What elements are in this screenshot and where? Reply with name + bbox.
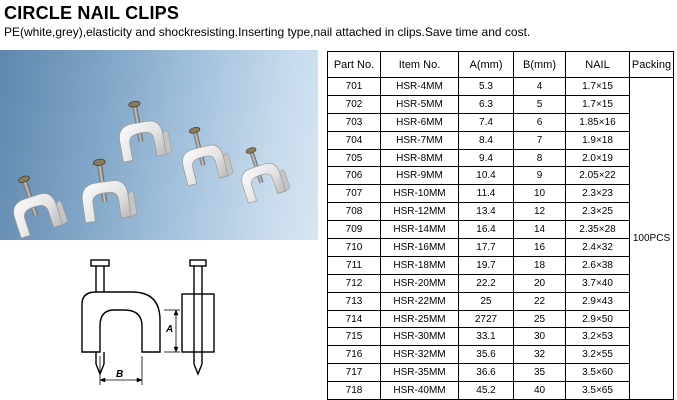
table-row (328, 167, 674, 185)
cell-a-mm: 19.7 (459, 256, 514, 274)
cell-b-mm: 14 (514, 221, 566, 239)
cell-item-no: HSR-8MM (381, 149, 459, 167)
cell-item-no: HSR-6MM (381, 113, 459, 131)
cell-part-no: 704 (328, 131, 381, 149)
cell-part-no: 713 (328, 292, 381, 310)
column-header-item-no: Item No. (381, 52, 459, 78)
specification-table (327, 51, 674, 400)
cell-nail: 1.9×18 (566, 131, 630, 149)
cell-nail: 2.4×32 (566, 239, 630, 257)
table-row (328, 203, 674, 221)
cell-b-mm: 7 (514, 131, 566, 149)
column-header-part-no: Part No. (328, 52, 381, 78)
table-row (328, 256, 674, 274)
cell-b-mm: 9 (514, 167, 566, 185)
cell-item-no: HSR-25MM (381, 310, 459, 328)
cell-b-mm: 20 (514, 274, 566, 292)
cell-item-no: HSR-5MM (381, 95, 459, 113)
cell-b-mm: 22 (514, 292, 566, 310)
table-row (328, 274, 674, 292)
cell-a-mm: 35.6 (459, 346, 514, 364)
cell-nail: 3.5×60 (566, 364, 630, 382)
cell-a-mm: 5.3 (459, 78, 514, 96)
cell-item-no: HSR-10MM (381, 185, 459, 203)
cell-nail: 3.2×53 (566, 328, 630, 346)
cell-a-mm: 7.4 (459, 113, 514, 131)
cell-b-mm: 16 (514, 239, 566, 257)
cell-part-no: 701 (328, 78, 381, 96)
table-row (328, 328, 674, 346)
table-row (328, 382, 674, 400)
cell-b-mm: 30 (514, 328, 566, 346)
cell-b-mm: 18 (514, 256, 566, 274)
cell-part-no: 711 (328, 256, 381, 274)
table-row (328, 95, 674, 113)
cell-a-mm: 13.4 (459, 203, 514, 221)
cell-nail: 2.6×38 (566, 256, 630, 274)
cell-part-no: 706 (328, 167, 381, 185)
cell-item-no: HSR-4MM (381, 78, 459, 96)
cell-part-no: 703 (328, 113, 381, 131)
cell-nail: 3.7×40 (566, 274, 630, 292)
cell-nail: 1.85×16 (566, 113, 630, 131)
cell-part-no: 707 (328, 185, 381, 203)
table-row (328, 346, 674, 364)
clip-image-1 (3, 168, 68, 238)
column-header-packing: Packing (630, 52, 674, 78)
cell-a-mm: 8.4 (459, 131, 514, 149)
cell-nail: 2.0×19 (566, 149, 630, 167)
cell-nail: 2.9×50 (566, 310, 630, 328)
cell-nail: 1.7×15 (566, 95, 630, 113)
cell-part-no: 716 (328, 346, 381, 364)
cell-b-mm: 6 (514, 113, 566, 131)
column-header-nail: NAIL (566, 52, 630, 78)
table-row (328, 113, 674, 131)
cell-item-no: HSR-22MM (381, 292, 459, 310)
table-row (328, 364, 674, 382)
table-row (328, 239, 674, 257)
cell-item-no: HSR-12MM (381, 203, 459, 221)
cell-part-no: 714 (328, 310, 381, 328)
cell-part-no: 702 (328, 95, 381, 113)
cell-part-no: 717 (328, 364, 381, 382)
cell-part-no: 715 (328, 328, 381, 346)
cell-b-mm: 10 (514, 185, 566, 203)
page-title: CIRCLE NAIL CLIPS (4, 3, 180, 23)
cell-b-mm: 35 (514, 364, 566, 382)
cell-b-mm: 8 (514, 149, 566, 167)
cell-item-no: HSR-35MM (381, 364, 459, 382)
cell-item-no: HSR-32MM (381, 346, 459, 364)
cell-a-mm: 25 (459, 292, 514, 310)
cell-a-mm: 10.4 (459, 167, 514, 185)
cell-nail: 2.3×25 (566, 203, 630, 221)
cell-a-mm: 2727 (459, 310, 514, 328)
cell-nail: 2.9×43 (566, 292, 630, 310)
cell-b-mm: 4 (514, 78, 566, 96)
cell-a-mm: 9.4 (459, 149, 514, 167)
cell-nail: 2.05×22 (566, 167, 630, 185)
product-description: PE(white,grey),elasticity and shockresisting.Inserting type,nail attached in clips.Save time and cost. (4, 25, 531, 39)
cell-nail: 3.2×55 (566, 346, 630, 364)
cell-item-no: HSR-30MM (381, 328, 459, 346)
table-row (328, 78, 674, 96)
cell-part-no: 710 (328, 239, 381, 257)
cell-b-mm: 40 (514, 382, 566, 400)
table-row (328, 221, 674, 239)
product-photo (0, 50, 318, 240)
cell-b-mm: 32 (514, 346, 566, 364)
table-header-row (328, 52, 674, 78)
technical-drawing (70, 252, 290, 397)
cell-a-mm: 22.2 (459, 274, 514, 292)
dimension-a-label: A (166, 324, 174, 335)
cell-nail: 3.5×65 (566, 382, 630, 400)
clip-image-3 (113, 96, 172, 162)
cell-part-no: 709 (328, 221, 381, 239)
cell-item-no: HSR-16MM (381, 239, 459, 257)
cell-b-mm: 12 (514, 203, 566, 221)
cell-a-mm: 36.6 (459, 364, 514, 382)
clip-image-4 (175, 121, 234, 186)
table-row (328, 149, 674, 167)
cell-a-mm: 16.4 (459, 221, 514, 239)
dimension-b-label: B (116, 369, 124, 380)
cell-nail: 2.35×28 (566, 221, 630, 239)
cell-part-no: 718 (328, 382, 381, 400)
cell-item-no: HSR-20MM (381, 274, 459, 292)
column-header-b-mm: B(mm) (514, 52, 566, 78)
cell-nail: 2.3×23 (566, 185, 630, 203)
cell-item-no: HSR-18MM (381, 256, 459, 274)
cell-b-mm: 5 (514, 95, 566, 113)
table-row (328, 310, 674, 328)
clip-image-5 (232, 140, 290, 203)
cell-part-no: 712 (328, 274, 381, 292)
cell-part-no: 705 (328, 149, 381, 167)
cell-a-mm: 11.4 (459, 185, 514, 203)
cell-b-mm: 25 (514, 310, 566, 328)
cell-item-no: HSR-9MM (381, 167, 459, 185)
cell-packing: 100PCS (630, 78, 674, 400)
cell-item-no: HSR-7MM (381, 131, 459, 149)
cell-a-mm: 17.7 (459, 239, 514, 257)
cell-a-mm: 6.3 (459, 95, 514, 113)
cell-a-mm: 33.1 (459, 328, 514, 346)
cell-nail: 1.7×15 (566, 78, 630, 96)
table-row (328, 131, 674, 149)
column-header-a-mm: A(mm) (459, 52, 514, 78)
clip-image-2 (77, 155, 137, 223)
cell-part-no: 708 (328, 203, 381, 221)
cell-a-mm: 45.2 (459, 382, 514, 400)
cell-item-no: HSR-40MM (381, 382, 459, 400)
table-row (328, 185, 674, 203)
cell-item-no: HSR-14MM (381, 221, 459, 239)
table-row (328, 292, 674, 310)
